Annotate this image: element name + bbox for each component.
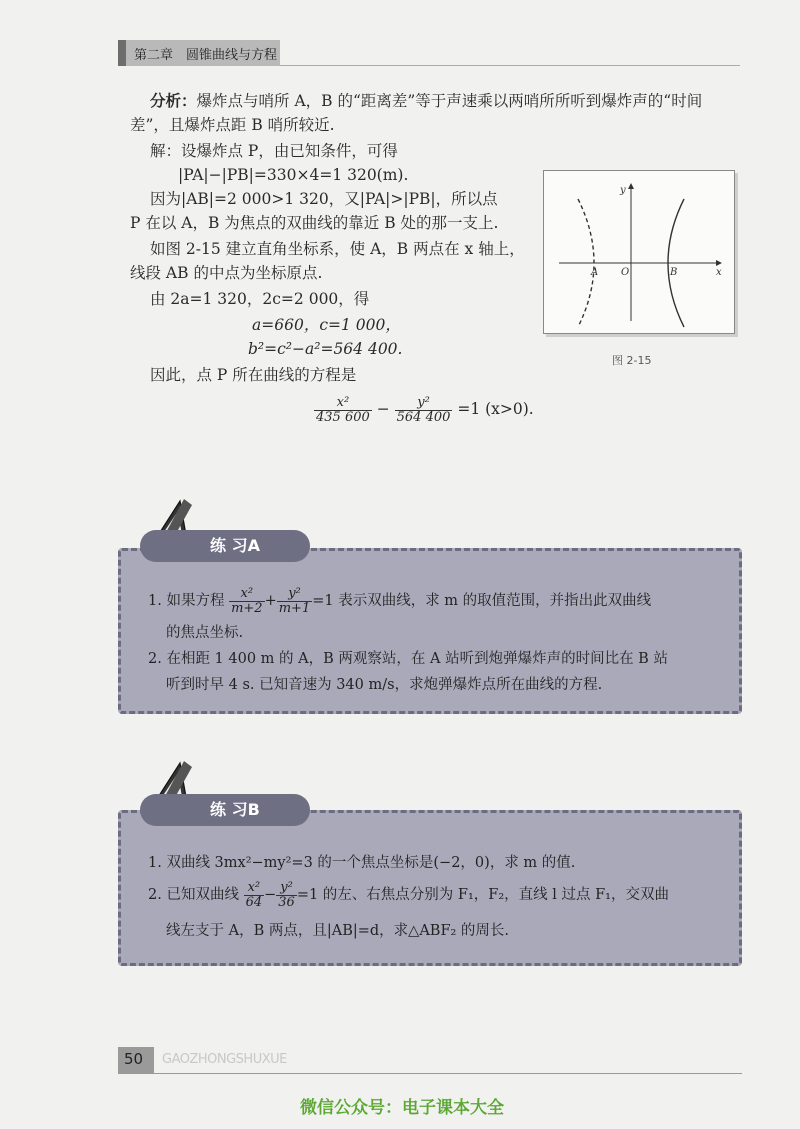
exercise-b-title: 练 习B xyxy=(140,794,310,826)
fraction-y: $\frac{\text{y²}}{564 400}$ xyxy=(396,394,451,425)
page-number: 50 xyxy=(124,1050,144,1068)
final-equation: $\frac{\text{x²}}{435 600}$ − $\frac{\text{y²}}{564 400}$ =1 (x>0). xyxy=(316,394,534,425)
exercise-a-q1-line2: 的焦点坐标. xyxy=(166,625,244,641)
equation-1: |PA|−|PB|=330×4=1 320(m). xyxy=(178,166,409,184)
svg-text:y: y xyxy=(620,185,626,196)
exercise-b-q2-line2: 线左支于 A，B 两点，且|AB|=d，求△ABF₂ 的周长. xyxy=(166,923,510,939)
analysis-text-1: 爆炸点与哨所 A，B 的“距离差”等于声速乘以两哨所所听到爆炸声的“时间 xyxy=(196,92,703,110)
analysis-label: 分析： xyxy=(150,92,197,110)
body-line-5: 如图 2-15 建立直角坐标系，使 A，B 两点在 x 轴上， xyxy=(150,240,525,258)
svg-text:B: B xyxy=(670,267,678,278)
body-line-6: 线段 AB 的中点为坐标原点. xyxy=(130,264,323,282)
solution-line-1: 解：设爆炸点 P，由已知条件，可得 xyxy=(150,142,398,160)
analysis-line-2: 差”，且爆炸点距 B 哨所较近. xyxy=(130,116,335,134)
chapter-header-accent xyxy=(118,40,126,66)
body-line-7: 由 2a=1 320，2c=2 000，得 xyxy=(150,290,370,308)
footer-brand: GAOZHONGSHUXUE xyxy=(162,1052,287,1067)
header-rule xyxy=(280,65,740,66)
exercise-a-q2-line1: 2. 在相距 1 400 m 的 A，B 两观察站，在 A 站听到炮弹爆炸声的时间比在 B 站 xyxy=(148,651,668,667)
figure-caption: 图 2-15 xyxy=(612,354,652,367)
body-line-3: 因为|AB|=2 000>1 320，又|PA|>|PB|，所以点 xyxy=(150,190,498,208)
exercise-b-q1: 1. 双曲线 3mx²−my²=3 的一个焦点坐标是(−2，0)，求 m 的值. xyxy=(148,855,576,871)
analysis-line-1 xyxy=(150,90,702,112)
chapter-title: 第二章 圆锥曲线与方程 xyxy=(134,48,278,63)
exercise-b-q2: 2. 已知双曲线 $\frac{\text{x²}}{64}$ − $\frac{\text{y²}}{36}$ =1 的左、右焦点分别为 F₁，F₂，直线 l 过点 F₁，交双曲 xyxy=(148,879,669,910)
hyperbola-graph xyxy=(544,171,734,333)
exercise-a-q1: 1. 如果方程 $\frac{\text{x²}}{m+2}$ + $\frac{\text{y²}}{m+1}$ =1 表示双曲线，求 m 的取值范围，并指出此双曲线 xyxy=(148,585,652,616)
body-line-8: 因此，点 P 所在曲线的方程是 xyxy=(150,366,357,384)
exercise-a-q2-line2: 听到时早 4 s. 已知音速为 340 m/s，求炮弹爆炸点所在曲线的方程. xyxy=(166,677,603,693)
hyperbola-figure xyxy=(543,170,735,334)
equation-3: b²=c²−a²=564 400. xyxy=(248,340,403,358)
exercise-a-title: 练 习A xyxy=(140,530,310,562)
body-line-4: P 在以 A，B 为焦点的双曲线的靠近 B 处的那一支上. xyxy=(130,214,499,232)
svg-text:A: A xyxy=(591,267,599,278)
footer-rule xyxy=(118,1073,742,1074)
svg-text:x: x xyxy=(716,267,722,278)
watermark-text: 微信公众号：电子课本大全 xyxy=(300,1098,504,1118)
fraction-x: $\frac{\text{x²}}{435 600}$ xyxy=(316,394,370,425)
svg-text:O: O xyxy=(621,267,630,278)
equation-2: a=660，c=1 000， xyxy=(252,316,401,334)
